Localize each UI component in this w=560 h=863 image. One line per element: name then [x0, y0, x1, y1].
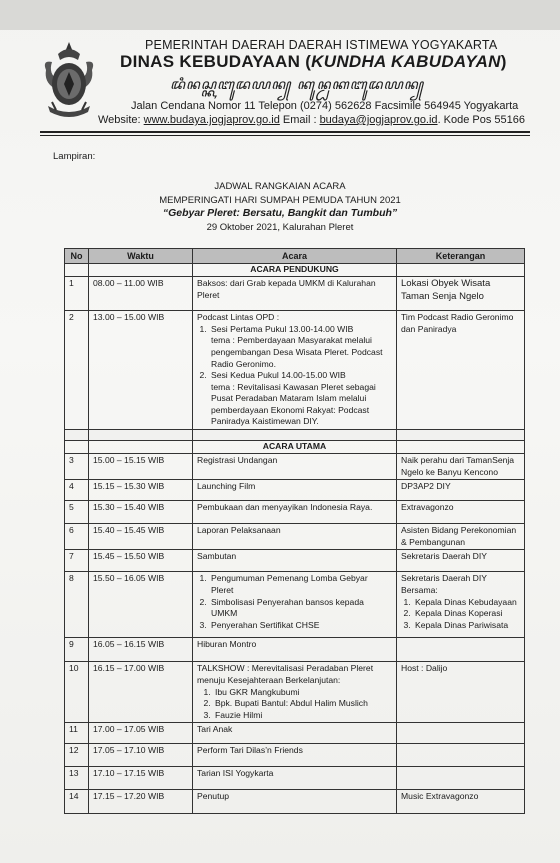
cell-waktu: 15.40 – 15.45 WIB — [89, 524, 193, 550]
cell-acara: Hiburan Montro — [193, 638, 397, 662]
cell-keterangan: Sekretaris Daerah DIY — [397, 550, 525, 572]
cell-no: 8 — [65, 572, 89, 638]
podcast-title: Podcast Lintas OPD : — [197, 312, 280, 323]
yogyakarta-crest-icon — [38, 40, 100, 122]
table-row — [65, 454, 525, 480]
cell-no: 7 — [65, 550, 89, 572]
table-row — [65, 744, 525, 767]
postcode: . Kode Pos 55166 — [437, 114, 526, 126]
javanese-script-line: ꦢꦶꦤꦱ꧀ꦏꦧꦸꦢꦪꦤ꧀ ꦏꦸꦤ꧀ꦝꦏꦧꦸꦢꦪꦤ꧀ — [170, 77, 425, 93]
list-item: 1. Pengumuman Pemenang Lomba Gebyar Pleret — [209, 573, 392, 596]
session-head: Sesi Kedua Pukul 14.00-15.00 WIB — [211, 370, 346, 381]
section-spacer — [397, 441, 525, 454]
cell-no: 12 — [65, 744, 89, 767]
cell-keterangan — [397, 572, 525, 638]
schedule-table — [64, 248, 525, 814]
cell-no: 2 — [65, 311, 89, 430]
table-row — [65, 501, 525, 524]
cell-keterangan — [397, 767, 525, 790]
list-item: 3. Penyerahan Sertifikat CHSE — [209, 620, 392, 632]
agency-name: DINAS KEBUDAYAAN ( — [120, 52, 312, 71]
header-waktu: Waktu — [89, 249, 193, 264]
cell-no: 13 — [65, 767, 89, 790]
cell-waktu: 16.05 – 16.15 WIB — [89, 638, 193, 662]
header-acara: Acara — [193, 249, 397, 264]
cell-keterangan: Host : Dalijo — [397, 662, 525, 723]
cell-waktu: 15.50 – 16.05 WIB — [89, 572, 193, 638]
cell-acara: Tari Anak — [193, 723, 397, 744]
section-acara-utama: ACARA UTAMA — [193, 441, 397, 454]
lampiran-label: Lampiran: — [53, 151, 96, 162]
session-theme: tema : Pemberdayaan Masyarakat melalui pengembangan Desa Wisata Pleret. Podcast Radio Geronimo. — [211, 335, 383, 369]
agency-javanese-name: KUNDHA KABUDAYAN — [311, 52, 501, 71]
cell-waktu: 16.15 – 17.00 WIB — [89, 662, 193, 723]
speakers-list — [197, 687, 392, 722]
letterhead-contact — [98, 114, 525, 126]
cell-acara — [193, 311, 397, 430]
letterhead-rule-bottom — [40, 135, 530, 136]
section-acara-pendukung: ACARA PENDUKUNG — [193, 264, 397, 277]
cell-acara — [193, 572, 397, 638]
list-item: 1. Kepala Dinas Kebudayaan — [413, 597, 520, 609]
cell-acara: Baksos: dari Grab kepada UMKM di Kalurahan Pleret — [193, 277, 397, 311]
table-row — [65, 662, 525, 723]
cell-keterangan — [397, 638, 525, 662]
cell-waktu: 15.15 – 15.30 WIB — [89, 480, 193, 501]
cell-keterangan: Naik perahu dari TamanSenja Ngelo ke Banyu Kencono — [397, 454, 525, 480]
table-row — [65, 524, 525, 550]
cell-acara: Pembukaan dan menyayikan Indonesia Raya. — [193, 501, 397, 524]
section-row — [65, 441, 525, 454]
cell-no: 3 — [65, 454, 89, 480]
header-keterangan: Keterangan — [397, 249, 525, 264]
list-item — [209, 324, 392, 370]
table-row — [65, 790, 525, 814]
table-row — [65, 550, 525, 572]
cell-waktu: 17.15 – 17.20 WIB — [89, 790, 193, 814]
email-prefix: Email : — [279, 114, 320, 126]
email-link[interactable]: budaya@jogjaprov.go.id — [319, 114, 438, 126]
cell-waktu: 15.00 – 15.15 WIB — [89, 454, 193, 480]
officials-list — [401, 597, 520, 632]
cell-no: 11 — [65, 723, 89, 744]
ket-sub: Bersama: — [401, 585, 438, 596]
cell-acara: Sambutan — [193, 550, 397, 572]
letterhead-address: Jalan Cendana Nomor 11 Telepon (0274) 562628 Facsimile 564945 Yogyakarta — [131, 100, 519, 112]
cell-keterangan: Tim Podcast Radio Geronimo dan Paniradya — [397, 311, 525, 430]
gap-cell — [89, 430, 193, 441]
cell-keterangan: Lokasi Obyek Wisata Taman Senja Ngelo — [397, 277, 525, 311]
list-item: 3. Kepala Dinas Pariwisata — [413, 620, 520, 632]
list-item: 1. Ibu GKR Mangkubumi — [213, 687, 392, 699]
table-row — [65, 638, 525, 662]
section-spacer — [65, 441, 89, 454]
cell-acara — [193, 662, 397, 723]
cell-waktu: 17.00 – 17.05 WIB — [89, 723, 193, 744]
schedule-title: JADWAL RANGKAIAN ACARA — [214, 181, 346, 192]
cell-waktu: 08.00 – 11.00 WIB — [89, 277, 193, 311]
cell-waktu: 13.00 – 15.00 WIB — [89, 311, 193, 430]
cell-acara: Laporan Pelaksanaan — [193, 524, 397, 550]
podcast-sessions — [197, 324, 392, 428]
ceremony-list — [197, 573, 392, 631]
gap-row — [65, 430, 525, 441]
gap-cell — [65, 430, 89, 441]
list-item: 2. Kepala Dinas Koperasi — [413, 608, 520, 620]
cell-keterangan — [397, 723, 525, 744]
section-spacer — [397, 264, 525, 277]
table-row — [65, 572, 525, 638]
session-head: Sesi Pertama Pukul 13.00-14.00 WIB — [211, 323, 354, 334]
schedule-subtitle: MEMPERINGATI HARI SUMPAH PEMUDA TAHUN 2021 — [159, 195, 401, 206]
website-prefix: Website: — [98, 114, 144, 126]
letterhead-rule-top — [40, 131, 530, 133]
ket-head: Sekretaris Daerah DIY — [401, 573, 487, 584]
table-row — [65, 277, 525, 311]
cell-acara: Tarian ISI Yogykarta — [193, 767, 397, 790]
list-item — [209, 370, 392, 428]
cell-keterangan — [397, 744, 525, 767]
cell-no: 5 — [65, 501, 89, 524]
table-header-row — [65, 249, 525, 264]
scan-edge — [0, 0, 560, 30]
cell-no: 1 — [65, 277, 89, 311]
list-item: 3. Fauzie Hilmi — [213, 710, 392, 722]
gap-cell — [193, 430, 397, 441]
cell-acara: Launching Film — [193, 480, 397, 501]
session-theme: tema : Revitalisasi Kawasan Pleret sebagai Pusat Peradaban Mataram Islam melalui pemberdayaan Ekonomi Rakyat: Podcast Paniradya Kaistimewan DIY. — [211, 381, 376, 427]
cell-waktu: 15.45 – 15.50 WIB — [89, 550, 193, 572]
cell-waktu: 17.05 – 17.10 WIB — [89, 744, 193, 767]
list-item: 2. Bpk. Bupati Bantul: Abdul Halim Muslich — [213, 698, 392, 710]
cell-no: 4 — [65, 480, 89, 501]
letterhead-government: PEMERINTAH DAERAH DAERAH ISTIMEWA YOGYAKARTA — [145, 38, 498, 52]
cell-keterangan: Music Extravagonzo — [397, 790, 525, 814]
table-row — [65, 480, 525, 501]
table-row — [65, 723, 525, 744]
section-spacer — [65, 264, 89, 277]
section-spacer — [89, 264, 193, 277]
cell-waktu: 15.30 – 15.40 WIB — [89, 501, 193, 524]
cell-no: 6 — [65, 524, 89, 550]
cell-waktu: 17.10 – 17.15 WIB — [89, 767, 193, 790]
table-row — [65, 311, 525, 430]
cell-no: 10 — [65, 662, 89, 723]
talkshow-title: TALKSHOW : Merevitalisasi Peradaban Pleret menuju Kesejahteraan Berkelanjutan: — [197, 663, 374, 686]
section-spacer — [89, 441, 193, 454]
letterhead-agency — [120, 52, 507, 72]
list-item: 2. Simbolisasi Penyerahan bansos kepada UMKM — [209, 597, 392, 620]
cell-keterangan: DP3AP2 DIY — [397, 480, 525, 501]
website-link[interactable]: www.budaya.jogjaprov.go.id — [143, 114, 280, 126]
cell-acara: Penutup — [193, 790, 397, 814]
cell-acara: Registrasi Undangan — [193, 454, 397, 480]
agency-close-paren: ) — [500, 52, 507, 71]
gap-cell — [397, 430, 525, 441]
event-theme: “Gebyar Pleret: Bersatu, Bangkit dan Tumbuh” — [162, 207, 398, 219]
cell-acara: Perform Tari Dilas’n Friends — [193, 744, 397, 767]
cell-keterangan: Asisten Bidang Perekonomian & Pembangunan — [397, 524, 525, 550]
cell-no: 9 — [65, 638, 89, 662]
header-no: No — [65, 249, 89, 264]
cell-keterangan: Extravagonzo — [397, 501, 525, 524]
cell-no: 14 — [65, 790, 89, 814]
event-date-location: 29 Oktober 2021, Kalurahan Pleret — [206, 222, 354, 233]
section-row — [65, 264, 525, 277]
table-row — [65, 767, 525, 790]
